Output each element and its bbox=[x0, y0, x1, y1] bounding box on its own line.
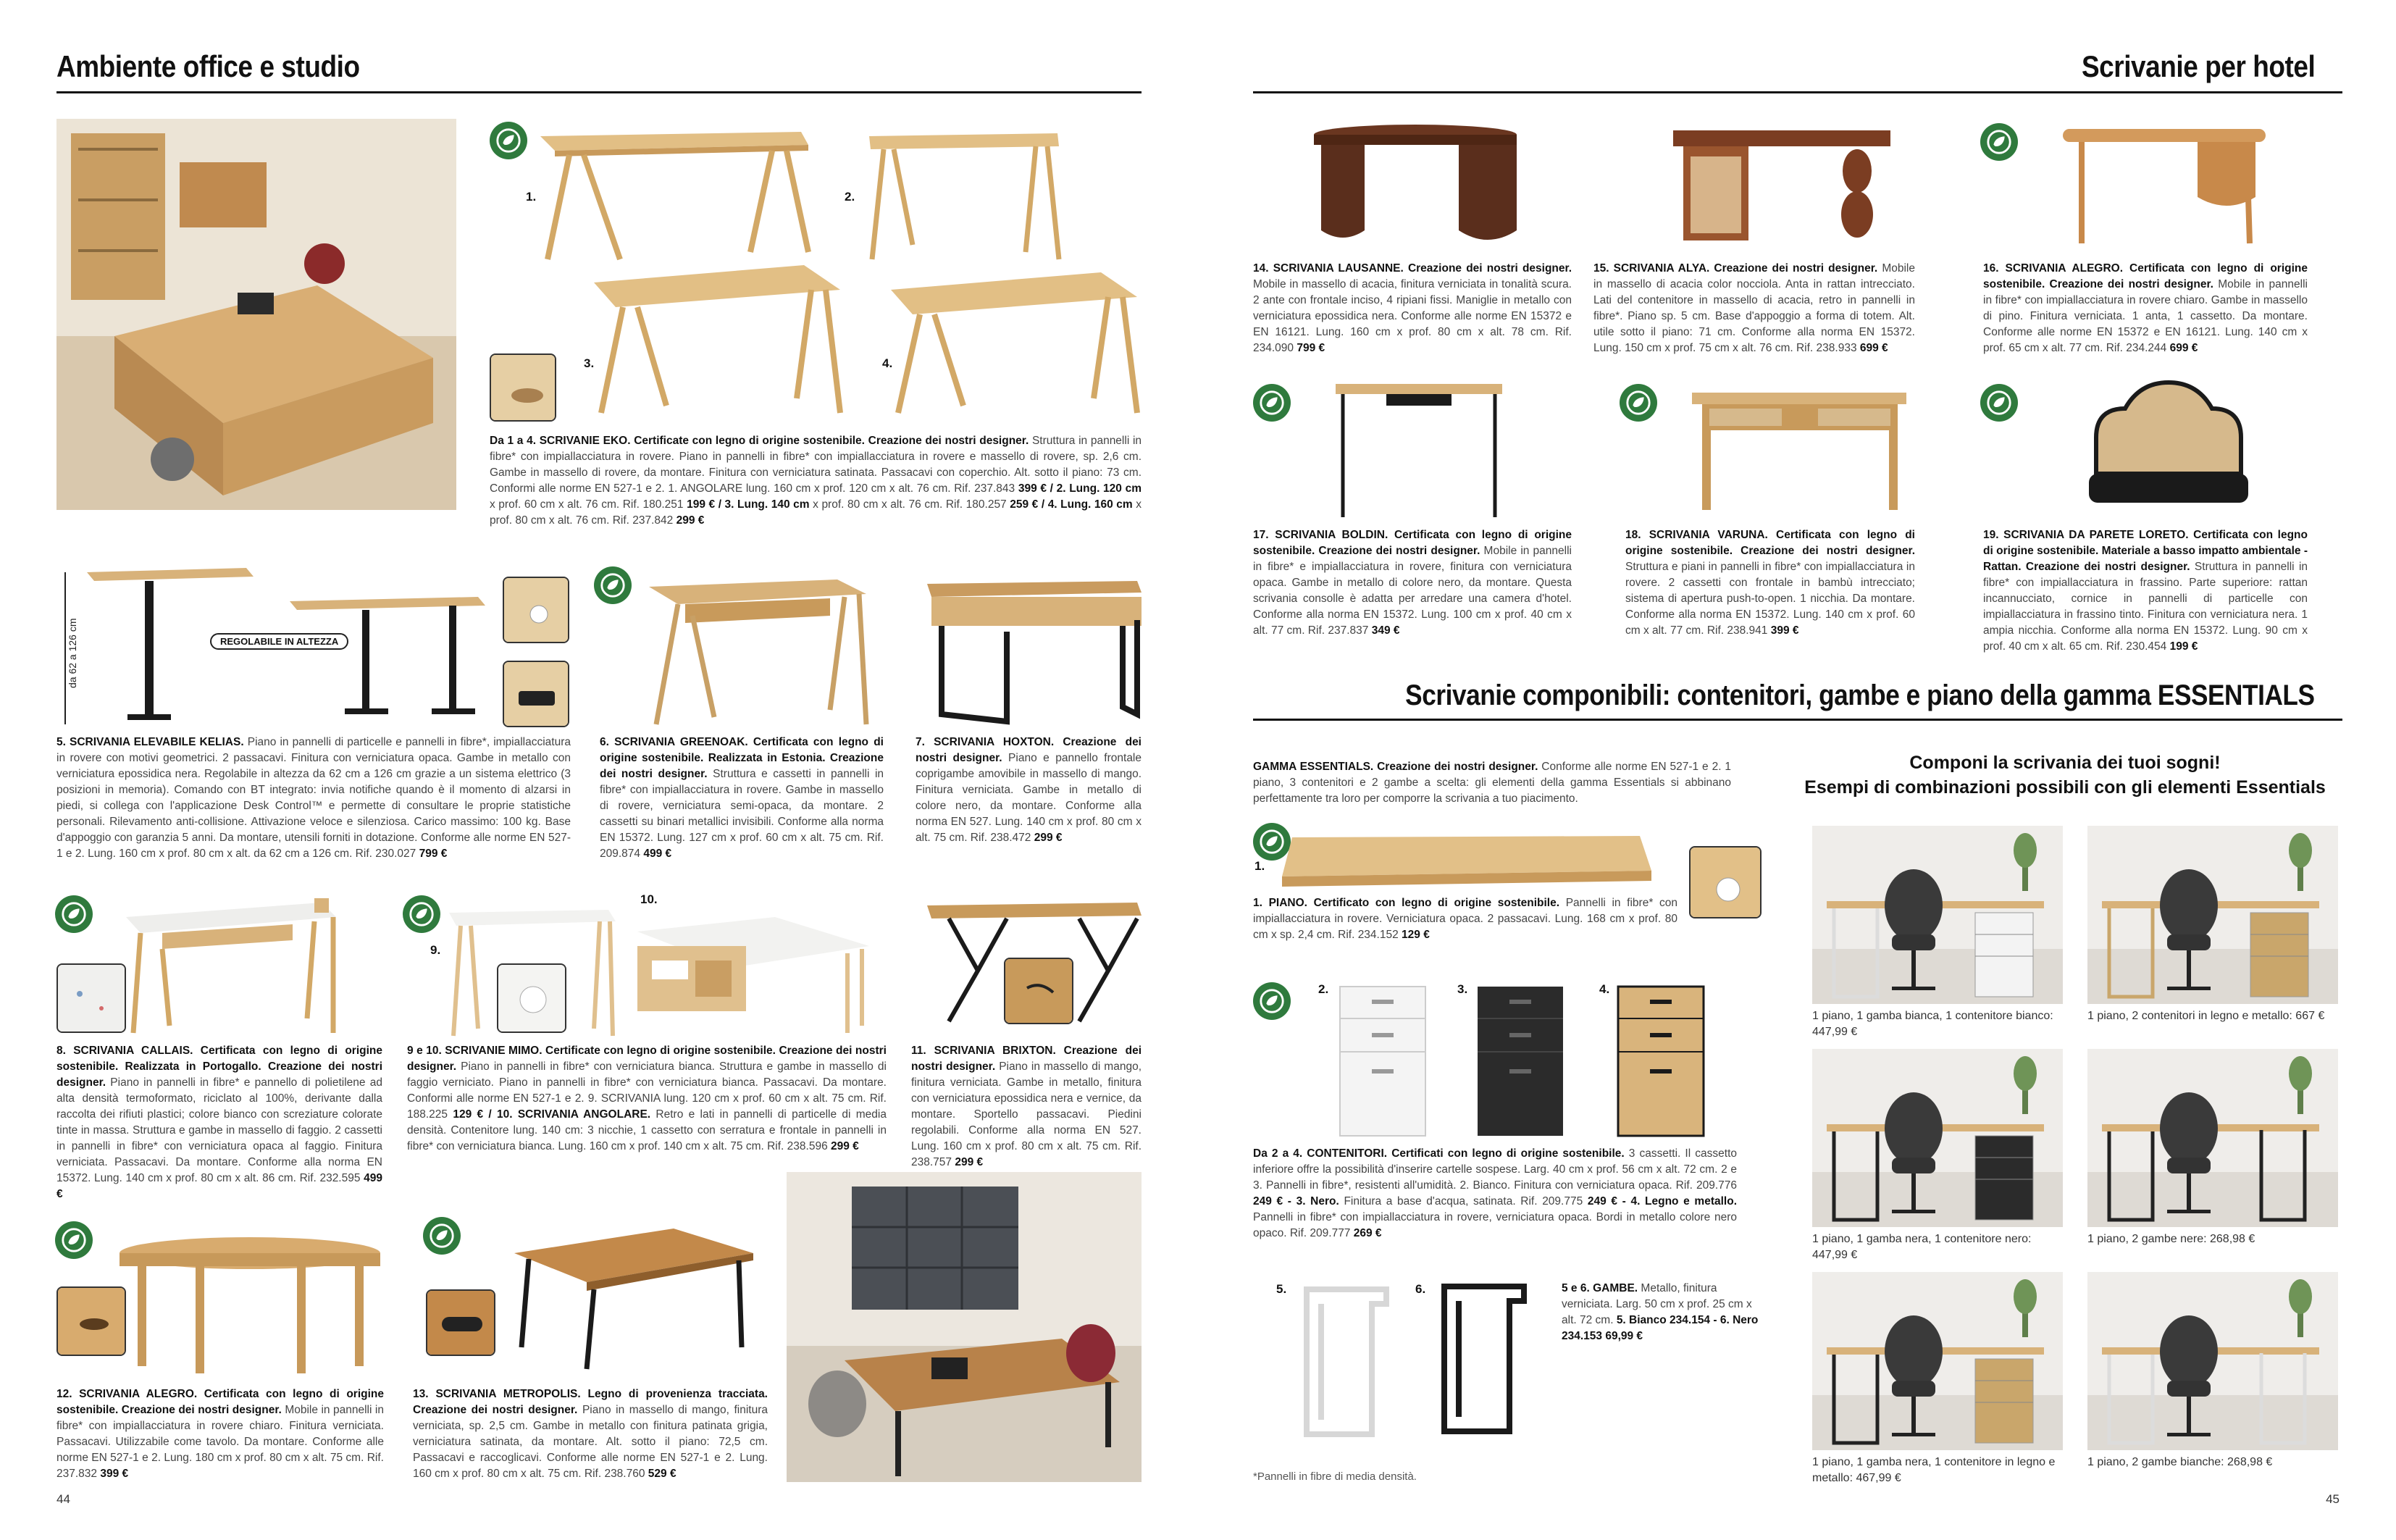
eco-certified-icon bbox=[1253, 982, 1291, 1020]
greenoak-desk-image bbox=[642, 572, 874, 732]
alya-description bbox=[1593, 261, 1915, 356]
kelias-detail-top bbox=[503, 577, 569, 643]
label-2: 2. bbox=[845, 190, 855, 204]
label-essentials-6: 6. bbox=[1415, 1282, 1426, 1296]
combos-title bbox=[1788, 750, 2342, 800]
combo-caption: 1 piano, 2 contenitori in legno e metallo: 667 € bbox=[2087, 1010, 2325, 1022]
eco-certified-icon bbox=[1253, 384, 1291, 422]
boldin-price: 349 € bbox=[1371, 624, 1400, 637]
mimo-body: Piano in pannelli in fibre* con verniciatura bianca. Struttura e gambe in massello di faggio verniciato. Piano in pannelli in fibre* con verniciatura bianca. Passacavi. Da montare. Conformi alle norme EN 527-1 e 2. 9. SCRIVANIA lung. 120 cm x prof. 60 cm x alt. 75 cm. Rif. 188.225 bbox=[407, 1060, 887, 1121]
varuna-price: 399 € bbox=[1770, 624, 1799, 637]
eko-body: Struttura in pannelli in fibre* con impiallacciatura in rovere. Piano in pannelli in fibre* con impiallacciatura in rovere e massello di rovere, sp. 2,6 cm. Gambe in massello di rovere, da montare. Finitura con verniciatura satinata. Passacavi con coperchio. Alt. sotto il piano: 73 cm. Conformi alle norme EN 527-1 e 2. bbox=[490, 435, 1142, 495]
white-leg-image bbox=[1292, 1282, 1401, 1441]
height-range-label: da 62 a 126 cm bbox=[67, 618, 78, 688]
callais-price: 499 € bbox=[56, 1172, 382, 1200]
eko-price-1: 399 € / 2. Lung. 120 cm bbox=[1018, 482, 1142, 495]
eko-desk-4-image bbox=[884, 268, 1144, 420]
eco-certified-icon bbox=[423, 1217, 461, 1255]
hoxton-body: Piano e pannello frontale coprigambe amovibile in massello di mango. Finitura verniciata. Gambe in metallo di colore nero, da montare. Conforme alla norma EN 527. Lung. 140 cm x prof. 80 cm x alt. 75 cm. Rif. 238.472 bbox=[916, 752, 1142, 844]
alegro-table-image bbox=[116, 1231, 384, 1376]
section-rule bbox=[1253, 719, 2342, 721]
label-essentials-1: 1. bbox=[1254, 859, 1265, 873]
boldin-description bbox=[1253, 527, 1572, 639]
containers-head: Da 2 a 4. CONTENITORI. Certificati con legno di origine sostenibile. bbox=[1253, 1147, 1625, 1160]
mimo-head: 9 e 10. SCRIVANIE MIMO. Certificate con legno di origine sostenibile. Creazione dei nostri designer. bbox=[407, 1045, 887, 1073]
combo-photo bbox=[2087, 1272, 2338, 1450]
eko-desk-2-image bbox=[862, 122, 1065, 267]
essentials-intro-head: GAMMA ESSENTIALS. Creazione dei nostri designer. bbox=[1253, 761, 1538, 773]
label-essentials-3: 3. bbox=[1457, 982, 1468, 996]
eko-price-4: 299 € bbox=[676, 514, 705, 527]
eko-size-3: x prof. 80 cm x alt. 76 cm. Rif. 180.257 bbox=[813, 498, 1007, 511]
hoxton-head: 7. SCRIVANIA HOXTON. Creazione dei nostri designer. bbox=[916, 736, 1142, 764]
kelias-detail-control bbox=[503, 661, 569, 727]
containers-body: 3 cassetti. Il cassetto inferiore offre la possibilità d'inserire cartelle sospese. Larg. 40 cm x prof. 56 cm x alt. 72 cm. 2 e 3. Pannelli in fibre*, resistenti all'umidità. 2. Bianco. Finitura con verniciatura opaca. Rif. 209.776 bbox=[1253, 1147, 1737, 1192]
containers-price-2: 249 € - 4. Legno e metallo. bbox=[1587, 1195, 1738, 1208]
essentials-intro bbox=[1253, 759, 1731, 807]
eco-certified-icon bbox=[1620, 384, 1657, 422]
lausanne-description bbox=[1253, 261, 1572, 356]
eco-certified-icon bbox=[55, 1221, 93, 1259]
lausanne-price: 799 € bbox=[1297, 342, 1325, 354]
eko-size-1: 1. ANGOLARE lung. 160 cm x prof. 120 cm x alt. 76 cm. Rif. 237.843 bbox=[668, 482, 1015, 495]
alegro-detail-image bbox=[56, 1286, 126, 1356]
legs-price: 5. Bianco 234.154 - 6. Nero 234.153 69,99 € bbox=[1562, 1314, 1759, 1342]
black-drawer-unit-image bbox=[1473, 982, 1567, 1142]
eko-desk-3-image bbox=[587, 261, 847, 420]
mimo-detail-image bbox=[497, 963, 566, 1033]
containers-price-1: 249 € - 3. Nero. bbox=[1253, 1195, 1339, 1208]
kelias-price: 799 € bbox=[419, 848, 448, 860]
loreto-wall-desk-image bbox=[2082, 380, 2255, 510]
callais-detail-image bbox=[56, 963, 126, 1033]
combo-photo bbox=[1812, 826, 2063, 1004]
right-page bbox=[1198, 0, 2396, 1540]
essentials-intro-body: Conforme alle norme EN 527-1 e 2. 1 piano, 3 contenitori e 2 gambe a scelta: gli elementi della gamma Essentials si abbinano perfettamente tra loro per comporre la scrivania a tuo piacimento. bbox=[1253, 761, 1732, 805]
greenoak-body: Struttura e cassetti in pannelli in fibre* con impiallacciatura in rovere. Gambe in massello di rovere, verniciatura semi-opaca, da montare. 2 cassetti su binari metallici invisibili. Conforme alla norma EN 15372. Lung. 127 cm x prof. 60 cm x alt. 75 cm. Rif. 209.874 bbox=[600, 768, 884, 860]
hoxton-price: 299 € bbox=[1034, 832, 1063, 844]
eco-certified-icon bbox=[55, 895, 93, 933]
containers-body-3: Pannelli in fibre* con impiallacciatura in rovere, verniciatura opaca. Bordi in metallo colore nero opaco. Rif. 209.777 bbox=[1253, 1211, 1737, 1239]
brixton-body: Piano in massello di mango, finitura verniciata. Gambe in metallo, finitura con verniciatura epossidica nera e vernice, da montare. Sportello passacavi. Piedini regolabili. Conforme alla norma EN 527. Lung. 160 cm x prof. 80 cm x alt. 75 cm. Rif. 238.757 bbox=[911, 1060, 1142, 1168]
eko-price-3: 259 € / 4. Lung. 160 cm bbox=[1010, 498, 1133, 511]
label-essentials-2: 2. bbox=[1318, 982, 1329, 996]
essentials-section-title: Scrivanie componibili: contenitori, gambe e piano della gamma ESSENTIALS bbox=[1405, 679, 2315, 711]
eko-desk-1-image bbox=[526, 122, 816, 267]
containers-price-3: 269 € bbox=[1353, 1227, 1382, 1239]
mimo-price-2: 299 € bbox=[831, 1140, 859, 1152]
mimo-body-2: Retro e lati in pannelli di particelle di media densità. Contenitore lung. 140 cm: 3 nicchie, 1 cassetto con serratura e frontale in pannelli in fibre* con verniciatura bianca. Lung. 160 cm x prof. 140 cm x alt. 75 cm. Rif. 238.596 bbox=[407, 1108, 887, 1152]
containers-body-2: Finitura a base d'acqua, satinata. Rif. 209.775 bbox=[1344, 1195, 1583, 1208]
loreto-head: 19. SCRIVANIA DA PARETE LORETO. Certificata con legno di origine sostenibile. Materiale a basso impatto ambientale - Rattan. Creazione dei nostri designer. bbox=[1983, 529, 2308, 573]
essentials-desk-top-image bbox=[1278, 833, 1654, 891]
brixton-detail-image bbox=[1004, 958, 1073, 1024]
combo-photo bbox=[2087, 826, 2338, 1004]
kelias-body: Piano in pannelli di particelle e pannelli in fibre*, impiallacciatura in rovere con motivi geometrici. 2 passacavi. Finitura con verniciatura opaca. Gambe in metallo con verniciatura epossidica nera. Regolabile in altezza da 62 cm a 126 cm grazie a un sistema elettrico (3 posizioni in memoria). Comando con BT integrato: invia notifiche quando è il momento di alzarsi in piedi, si collega con l'applicazione Desk Control™ e permette di consultare le proprie statistiche personali. Rilevamento anti-collisione. Attivazione veloce e silenziosa. Carico massimo: 100 kg. Base d'appoggio con garanzia 5 anni. Da montare, utensili forniti in dotazione. Conforme alle norme EN 527-1 e 2. Lung. 160 cm x prof. 80 cm x alt. da 62 cm a 126 cm. Rif. 230.027 bbox=[56, 736, 571, 860]
essentials-containers-description bbox=[1253, 1146, 1737, 1242]
office-room-photo bbox=[56, 119, 456, 510]
meeting-room-photo bbox=[787, 1172, 1142, 1482]
combo-caption: 1 piano, 1 gamba nera, 1 contenitore nero: 447,99 € bbox=[1812, 1233, 2032, 1261]
label-3: 3. bbox=[584, 356, 595, 370]
legs-body: Metallo, finitura verniciata. Larg. 50 cm x prof. 25 cm x alt. 72 cm. bbox=[1562, 1282, 1752, 1326]
lausanne-body: Mobile in massello di acacia, finitura verniciata in tonalità scura. 2 ante con frontale inciso, 4 ripiani fissi. Maniglie in metallo con verniciatura epossidica nera. Conforme alle norme EN 15372 e EN 16121. Lung. 160 cm x prof. 80 cm x alt. 78 cm. Rif. 234.090 bbox=[1253, 278, 1572, 354]
label-essentials-5: 5. bbox=[1276, 1282, 1287, 1296]
eko-price-2: 199 € / 3. Lung. 140 cm bbox=[687, 498, 810, 511]
combo-photo bbox=[1812, 1049, 2063, 1227]
alegro12-body: Mobile in pannelli in fibre* con impiallacciatura in rovere chiaro. Finitura verniciata. Passacavi. Utilizzabile come tavolo. Da montare. Conforme alle norme EN 527-1 e 2. Lung. 180 cm x prof. 80 cm x alt. 75 cm. Rif. 237.832 bbox=[56, 1404, 384, 1480]
alya-body: Mobile in massello di acacia color nocciola. Anta in rattan intrecciato. Lati del contenitore in massello di acacia, retro in pannelli in fibre*. Piano sp. 5 cm. Base d'appoggio a forma di totem. Alt. utile sotto il piano: 71 cm. Conforme alla norma EN 15372. Lung. 150 cm x prof. 75 cm x alt. 76 cm. Rif. 238.933 bbox=[1593, 262, 1915, 354]
page-number-right: 45 bbox=[2326, 1492, 2340, 1506]
eko-size-4: x prof. 80 cm x alt. 76 cm. Rif. 237.842 bbox=[490, 498, 1142, 527]
title-rule bbox=[56, 91, 1142, 93]
kelias-description bbox=[56, 735, 571, 862]
mimo-price-1: 129 € / 10. SCRIVANIA ANGOLARE. bbox=[453, 1108, 651, 1121]
alegro12-head: 12. SCRIVANIA ALEGRO. Certificata con legno di origine sostenibile. Creazione dei nostri designer. bbox=[56, 1388, 384, 1416]
boldin-body: Mobile in pannelli in fibre* e impiallacciatura in rovere, finitura con verniciatura opaca. Gambe in metallo di colore nero, da montare. Questa scrivania consolle è adatta per arredare una camera d'hotel. Conforme alla norma EN 15372. Lung. 100 cm x prof. 40 cm x alt. 77 cm. Rif. 237.837 bbox=[1253, 545, 1572, 637]
eco-certified-icon bbox=[403, 895, 440, 933]
brixton-description bbox=[911, 1043, 1142, 1171]
hoxton-desk-image bbox=[920, 577, 1144, 729]
black-leg-image bbox=[1430, 1279, 1538, 1439]
label-10: 10. bbox=[640, 892, 658, 906]
eco-certified-icon bbox=[1980, 123, 2018, 161]
page-number-left: 44 bbox=[56, 1492, 70, 1506]
wood-metal-drawer-unit-image bbox=[1614, 982, 1708, 1142]
metropolis-body: Piano in massello di mango, finitura verniciata, sp. 2,5 cm. Gambe in metallo con finitura patinata grigia, verniciatura satinata, da montare. Alt. sotto il piano: 72,5 cm. Passacavi e raccoglicavi. Conforme alle norme EN 527-1 e 2. Lung. 160 cm x prof. 80 cm x alt. 75 cm. Rif. 238.760 bbox=[413, 1404, 768, 1480]
loreto-price: 199 € bbox=[2169, 640, 2198, 653]
eko-size-2: x prof. 60 cm x alt. 76 cm. Rif. 180.251 bbox=[490, 498, 684, 511]
piano-price: 129 € bbox=[1402, 929, 1430, 941]
eco-certified-icon bbox=[1980, 384, 2018, 422]
essentials-detail-image bbox=[1689, 846, 1762, 918]
essentials-legs-description bbox=[1562, 1281, 1764, 1344]
boldin-head: 17. SCRIVANIA BOLDIN. Certificata con legno di origine sostenibile. Creazione dei nostri designer. bbox=[1253, 529, 1572, 557]
greenoak-description bbox=[600, 735, 884, 862]
loreto-description bbox=[1983, 527, 2308, 655]
eko-intro: Da 1 a 4. SCRIVANIE EKO. Certificate con legno di origine sostenibile. Creazione dei nostri designer. bbox=[490, 435, 1029, 447]
alegro12-price: 399 € bbox=[100, 1468, 129, 1480]
metropolis-price: 529 € bbox=[648, 1468, 677, 1480]
legs-head: 5 e 6. GAMBE. bbox=[1562, 1282, 1638, 1294]
varuna-body: Struttura e piani in pannelli in fibre* con impiallacciatura in rovere. 2 cassetti con frontale in bambù intrecciato; sistema di apertura push-to-open. 1 nicchia. Da montare. Conforme alla norma EN 15372. Lung. 140 cm x prof. 60 cm x alt. 77 cm. Rif. 238.941 bbox=[1625, 561, 1915, 637]
varuna-desk-image bbox=[1688, 388, 1912, 519]
lausanne-desk-image bbox=[1307, 122, 1531, 252]
alegro16-description bbox=[1983, 261, 2308, 356]
footnote: *Pannelli in fibre di media densità. bbox=[1253, 1470, 1417, 1483]
combo-photo bbox=[2087, 1049, 2338, 1227]
hoxton-description bbox=[916, 735, 1142, 846]
alegro16-body: Mobile in pannelli in fibre* con impiallacciatura in rovere chiaro. Gambe in massello di pino. Finitura verniciata. 1 anta, 1 cassetto. Da montare. Conforme alle norme EN 15372 e EN 16121. Lung. 140 cm x prof. 65 cm x alt. 77 cm. Rif. 234.244 bbox=[1983, 278, 2308, 354]
alegro-hotel-desk-image bbox=[2060, 125, 2270, 248]
alya-price: 699 € bbox=[1859, 342, 1888, 354]
mimo-desk-10-image bbox=[630, 903, 876, 1040]
eco-certified-icon bbox=[490, 122, 527, 159]
lausanne-head: 14. SCRIVANIA LAUSANNE. Creazione dei nostri designer. bbox=[1253, 262, 1572, 275]
label-9: 9. bbox=[430, 943, 441, 957]
eco-certified-icon bbox=[594, 566, 632, 604]
alegro16-price: 699 € bbox=[2169, 342, 2198, 354]
metropolis-desk-image bbox=[500, 1224, 761, 1376]
callais-desk-image bbox=[119, 895, 343, 1040]
loreto-body: Struttura in pannelli in fibre* con impiallacciatura in frassino. Parte superiore: rattan incannucciato, cornice in pannelli di particelle con impiallacciatura in frassino tinto. Finitura con verniciatura nera. 1 ampia nicchia. Conforme alla norma EN 15372. Lung. 90 cm x prof. 40 cm x alt. 65 cm. Rif. 230.454 bbox=[1983, 561, 2308, 653]
combo-caption: 1 piano, 2 gambe bianche: 268,98 € bbox=[2087, 1456, 2273, 1468]
page-title: Ambiente office e studio bbox=[56, 49, 360, 83]
alya-head: 15. SCRIVANIA ALYA. Creazione dei nostri designer. bbox=[1593, 262, 1878, 275]
metropolis-description bbox=[413, 1386, 768, 1482]
combos-title-line-1: Componi la scrivania dei tuoi sogni! bbox=[1909, 753, 2221, 773]
white-drawer-unit-image bbox=[1336, 982, 1430, 1142]
label-4: 4. bbox=[882, 356, 893, 370]
label-essentials-4: 4. bbox=[1599, 982, 1610, 996]
varuna-description bbox=[1625, 527, 1915, 639]
piano-body: Pannelli in fibre* con impiallacciatura in rovere. Verniciatura opaca. 2 passacavi. Lung. 168 cm x prof. 80 cm x sp. 2,4 cm. Rif. 234.152 bbox=[1253, 897, 1677, 941]
alegro12-description bbox=[56, 1386, 384, 1482]
eko-description bbox=[490, 433, 1142, 529]
combo-caption: 1 piano, 1 gamba nera, 1 contenitore in legno e metallo: 467,99 € bbox=[1812, 1456, 2056, 1484]
boldin-desk-image bbox=[1328, 380, 1509, 524]
callais-body: Piano in pannelli in fibre* e pannello di polietilene ad alta densità termoformato, riciclato al 100%, derivante dalla raccolta dei rifiuti plastici; colore bianco con screziature colorate tinte in massa. Struttura e gambe in massello di faggio. 2 cassetti in pannelli in fibre* con verniciatura opaca al faggio. Finitura verniciata. Passacavi. Da montare. Conforme alla norma EN 15372. Lung. 140 cm x prof. 80 cm x alt. 86 cm. Rif. 232.595 bbox=[56, 1076, 383, 1184]
combo-photo bbox=[1812, 1272, 2063, 1450]
greenoak-price: 499 € bbox=[643, 848, 672, 860]
greenoak-head: 6. SCRIVANIA GREENOAK. Certificata con legno di origine sostenibile. Realizzata in Estonia. Creazione dei nostri designer. bbox=[600, 736, 884, 780]
metropolis-detail-image bbox=[426, 1289, 495, 1356]
mimo-description bbox=[407, 1043, 887, 1155]
eko-detail-image bbox=[490, 353, 556, 422]
kelias-head: 5. SCRIVANIA ELEVABILE KELIAS. bbox=[56, 736, 244, 748]
essentials-piano-description bbox=[1253, 895, 1677, 943]
alegro16-head: 16. SCRIVANIA ALEGRO. Certificata con legno di origine sostenibile. Creazione dei nostri designer. bbox=[1983, 262, 2308, 290]
piano-head: 1. PIANO. Certificato con legno di origine sostenibile. bbox=[1253, 897, 1560, 909]
title-rule bbox=[1253, 91, 2342, 93]
label-1: 1. bbox=[526, 190, 537, 204]
height-adjustable-tag: REGOLABILE IN ALTEZZA bbox=[210, 633, 348, 650]
callais-description bbox=[56, 1043, 382, 1202]
alya-desk-image bbox=[1669, 127, 1901, 251]
varuna-head: 18. SCRIVANIA VARUNA. Certificata con legno di origine sostenibile. Creazione dei nostri designer. bbox=[1625, 529, 1915, 557]
combo-caption: 1 piano, 1 gamba bianca, 1 contenitore bianco: 447,99 € bbox=[1812, 1010, 2053, 1038]
brixton-head: 11. SCRIVANIA BRIXTON. Creazione dei nostri designer. bbox=[911, 1045, 1142, 1073]
combos-title-line-2: Esempi di combinazioni possibili con gli elementi Essentials bbox=[1804, 777, 2326, 798]
callais-head: 8. SCRIVANIA CALLAIS. Certificata con legno di origine sostenibile. Realizzata in Portogallo. Creazione dei nostri designer. bbox=[56, 1045, 382, 1089]
page-title: Scrivanie per hotel bbox=[2081, 49, 2315, 83]
combo-caption: 1 piano, 2 gambe nere: 268,98 € bbox=[2087, 1233, 2255, 1245]
metropolis-head: 13. SCRIVANIA METROPOLIS. Legno di provenienza tracciata. Creazione dei nostri designer. bbox=[413, 1388, 768, 1416]
brixton-price: 299 € bbox=[955, 1156, 984, 1168]
